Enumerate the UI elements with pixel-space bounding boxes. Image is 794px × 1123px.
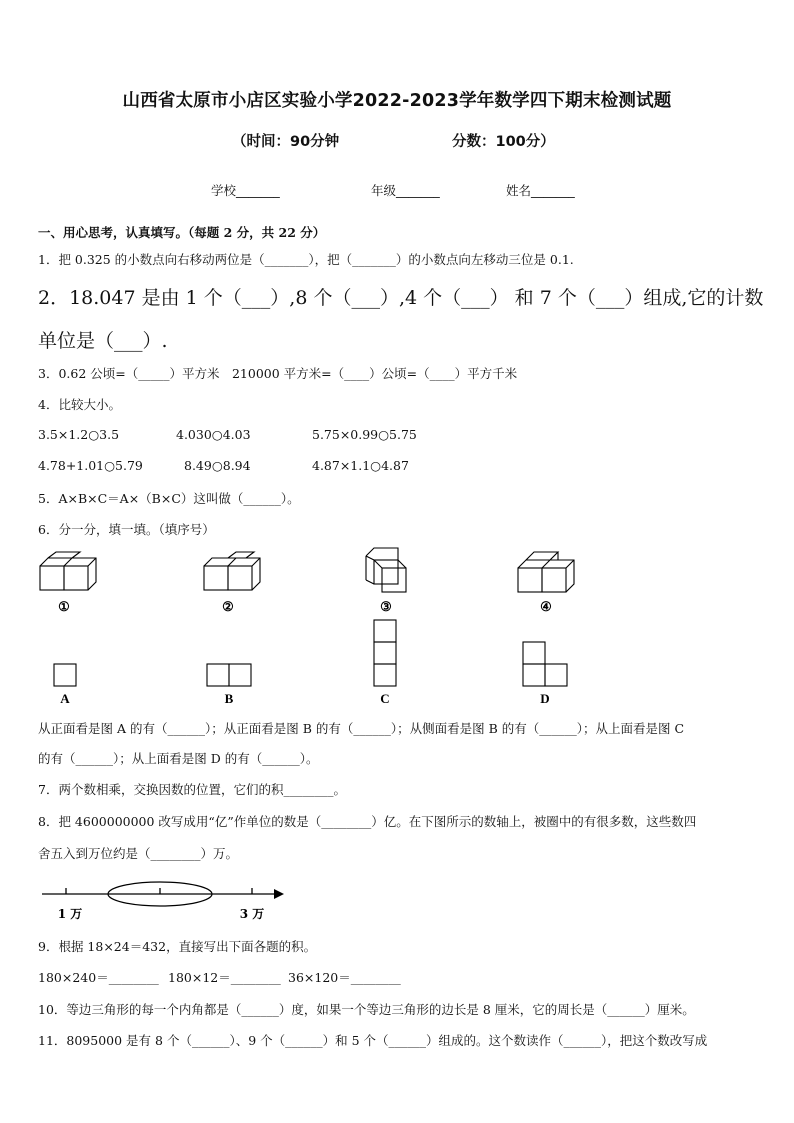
exam-time: （时间：90分钟 [232,134,340,150]
view-c-shape [374,620,396,686]
cube-figure-3 [366,548,406,592]
name-field: 姓名_______ [506,183,575,198]
compare-item: 4.030○4.03 [176,427,251,442]
question-6-line2: 的有（______）；从上面看是图 D 的有（______）。 [38,751,319,766]
cube-figure-2 [204,552,260,590]
question-6: 6．分一分，填一填。（填序号） [38,522,215,537]
figure-label: ④ [540,599,552,614]
axis-label: 3 万 [239,907,265,921]
q9-item: 36×120＝________ [288,970,401,985]
question-2-line2: 单位是（___）. [38,330,168,352]
view-label: A [60,691,70,706]
view-b-shape [207,664,251,686]
compare-item: 3.5×1.2○3.5 [38,427,120,442]
question-8-line2: 舍五入到万位约是（________）万。 [38,846,239,861]
cube-figure-1 [40,552,96,590]
question-7: 7．两个数相乘，交换因数的位置，它们的积________。 [38,782,346,797]
school-field: 学校_______ [211,183,280,198]
view-a-shape [54,664,76,686]
exam-score: 分数：100分） [452,134,555,150]
number-line [0,870,794,930]
question-1: 1．把 0.325 的小数点向右移动两位是（_______），把（_______）的小数点向左移动三位是 0.1. [38,252,574,267]
compare-item: 8.49○8.94 [184,458,251,473]
view-label: C [380,691,390,706]
section-heading: 一、用心思考，认真填写。（每题 2 分，共 22 分） [38,225,326,240]
question-5: 5．A×B×C＝A×（B×C）这叫做（______）。 [38,491,300,506]
figure-label: ③ [380,599,392,614]
view-d-shape [523,642,567,686]
compare-item: 4.87×1.1○4.87 [312,458,409,473]
q9-item: 180×240＝________ [38,970,159,985]
question-3: 3．0.62 公顷=（_____）平方米 210000 平方米=（____）公顷=（____）平方千米 [38,366,518,381]
q9-item: 180×12＝________ [168,970,281,985]
compare-item: 4.78+1.01○5.79 [38,458,143,473]
axis-label: 1 万 [57,907,83,921]
page-title: 山西省太原市小店区实验小学2022-2023学年数学四下期末检测试题 [122,91,672,111]
figure-label: ① [58,599,70,614]
question-10: 10．等边三角形的每一个内角都是（______）度，如果一个等边三角形的边长是 8 厘米，它的周长是（______）厘米。 [38,1002,695,1017]
view-label: D [540,691,550,706]
question-11: 11．8095000 是有 8 个（______）、9 个（______）和 5 个（______）组成的。这个数读作（______），把这个数改写成 [38,1033,708,1048]
view-label: B [224,691,234,706]
figure-label: ② [222,599,234,614]
grade-field: 年级_______ [371,183,440,198]
question-4: 4．比较大小。 [38,397,121,412]
question-2-line1: 2．18.047 是由 1 个（___）,8 个（___）,4 个（___） 和 7 个（___）组成,它的计数 [38,287,764,309]
question-9: 9．根据 18×24＝432，直接写出下面各题的积。 [38,939,317,954]
question-6-line1: 从正面看是图 A 的有（______）；从正面看是图 B 的有（______）；从侧面看是图 B 的有（______）；从上面看是图 C [38,721,685,736]
question-8-line1: 8．把 4600000000 改写成用“亿”作单位的数是（________）亿。在下图所示的数轴上，被圈中的有很多数，这些数四 [38,814,697,829]
compare-item: 5.75×0.99○5.75 [312,427,417,442]
cube-figure-4 [518,552,574,592]
